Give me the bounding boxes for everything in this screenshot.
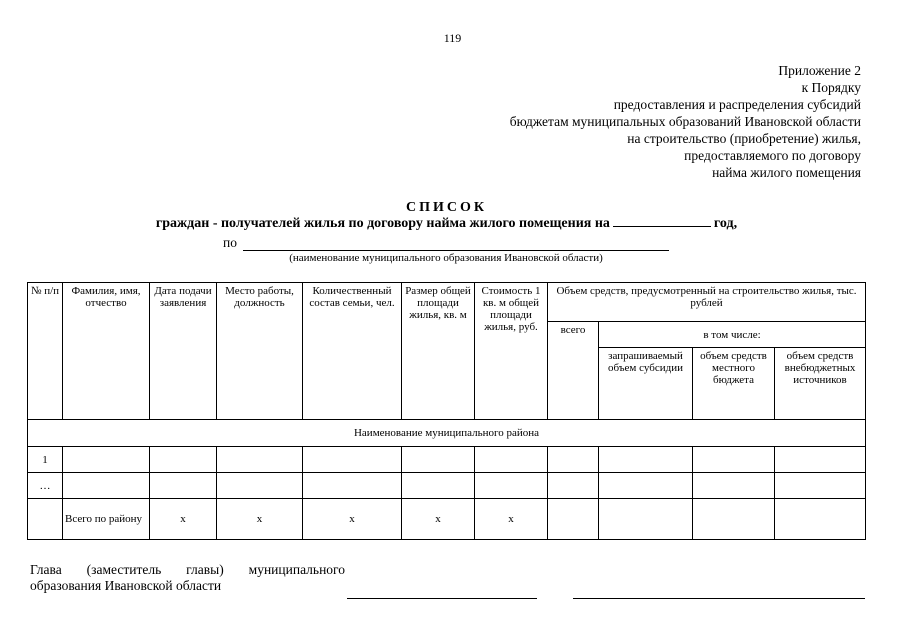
table-cell <box>402 447 475 473</box>
total-mark: x <box>475 499 548 540</box>
appendix-line: найма жилого помещения <box>712 165 861 180</box>
header-funds: Объем средств, предусмотренный на строительство жилья, тыс. рублей <box>548 283 866 322</box>
row-num: … <box>28 473 63 499</box>
table-cell <box>693 447 775 473</box>
subtitle-text: граждан - получателей жилья по договору найма жилого помещения на <box>155 216 610 231</box>
row-num: 1 <box>28 447 63 473</box>
table-cell <box>475 473 548 499</box>
appendix-line: предоставляемого по договору <box>684 148 861 163</box>
header-total: всего <box>548 322 599 420</box>
municipality-caption: (наименование муниципального образования Ивановской области) <box>289 252 603 264</box>
municipality-blank-line <box>243 250 669 251</box>
table-cell <box>775 473 866 499</box>
document-subtitle <box>0 216 893 232</box>
po-label: по <box>223 235 237 250</box>
table-cell <box>63 473 150 499</box>
appendix-header <box>510 62 861 181</box>
table-cell <box>548 447 599 473</box>
table-cell <box>150 473 217 499</box>
table-row <box>28 473 866 499</box>
header-local-budget: объем средств местного бюджета <box>693 348 775 420</box>
table-cell <box>599 473 693 499</box>
table-cell <box>475 447 548 473</box>
header-num: № п/п <box>28 283 63 420</box>
signature-name-line <box>573 598 865 599</box>
total-mark: x <box>150 499 217 540</box>
header-name: Фамилия, имя, отчество <box>63 283 150 420</box>
table-cell <box>28 499 63 540</box>
header-date: Дата подачи заявления <box>150 283 217 420</box>
table-cell <box>63 447 150 473</box>
header-area: Размер общей площади жилья, кв. м <box>402 283 475 420</box>
table-cell <box>150 447 217 473</box>
appendix-line: на строительство (приобретение) жилья, <box>627 131 861 146</box>
table-cell <box>548 473 599 499</box>
signature-label: Глава (заместитель главы) муниципального образования Ивановской области <box>30 562 345 593</box>
table-cell <box>217 473 303 499</box>
appendix-line: Приложение 2 <box>778 63 861 78</box>
header-extrabudgetary: объем средств внебюджетных источников <box>775 348 866 420</box>
appendix-line: к Порядку <box>801 80 861 95</box>
year-blank-line <box>613 216 711 227</box>
district-name-row: Наименование муниципального района <box>28 420 866 447</box>
table-cell <box>599 447 693 473</box>
total-row <box>28 499 866 540</box>
total-mark: x <box>402 499 475 540</box>
table-row <box>28 447 866 473</box>
header-work: Место работы, должность <box>217 283 303 420</box>
table-cell <box>303 473 402 499</box>
table-cell <box>693 473 775 499</box>
table-cell <box>599 499 693 540</box>
total-mark: x <box>303 499 402 540</box>
total-label: Всего по району <box>63 499 150 540</box>
page-number: 119 <box>443 31 462 45</box>
signature-line <box>347 598 537 599</box>
table-cell <box>693 499 775 540</box>
document-title: СПИСОК <box>405 200 488 215</box>
table-cell <box>548 499 599 540</box>
header-cost: Стоимость 1 кв. м общей площади жилья, руб. <box>475 283 548 420</box>
table-cell <box>303 447 402 473</box>
recipients-table <box>27 282 866 540</box>
subtitle-year-text: год, <box>713 216 738 231</box>
header-subsidy: запрашиваемый объем субсидии <box>599 348 693 420</box>
appendix-line: бюджетам муниципальных образований Ивановской области <box>509 114 861 129</box>
appendix-line: предоставления и распределения субсидий <box>613 97 861 112</box>
table-cell <box>217 447 303 473</box>
table-cell <box>775 447 866 473</box>
table-cell <box>402 473 475 499</box>
total-mark: x <box>217 499 303 540</box>
header-family: Количественный состав семьи, чел. <box>303 283 402 420</box>
table-cell <box>775 499 866 540</box>
header-including: в том числе: <box>599 322 866 348</box>
